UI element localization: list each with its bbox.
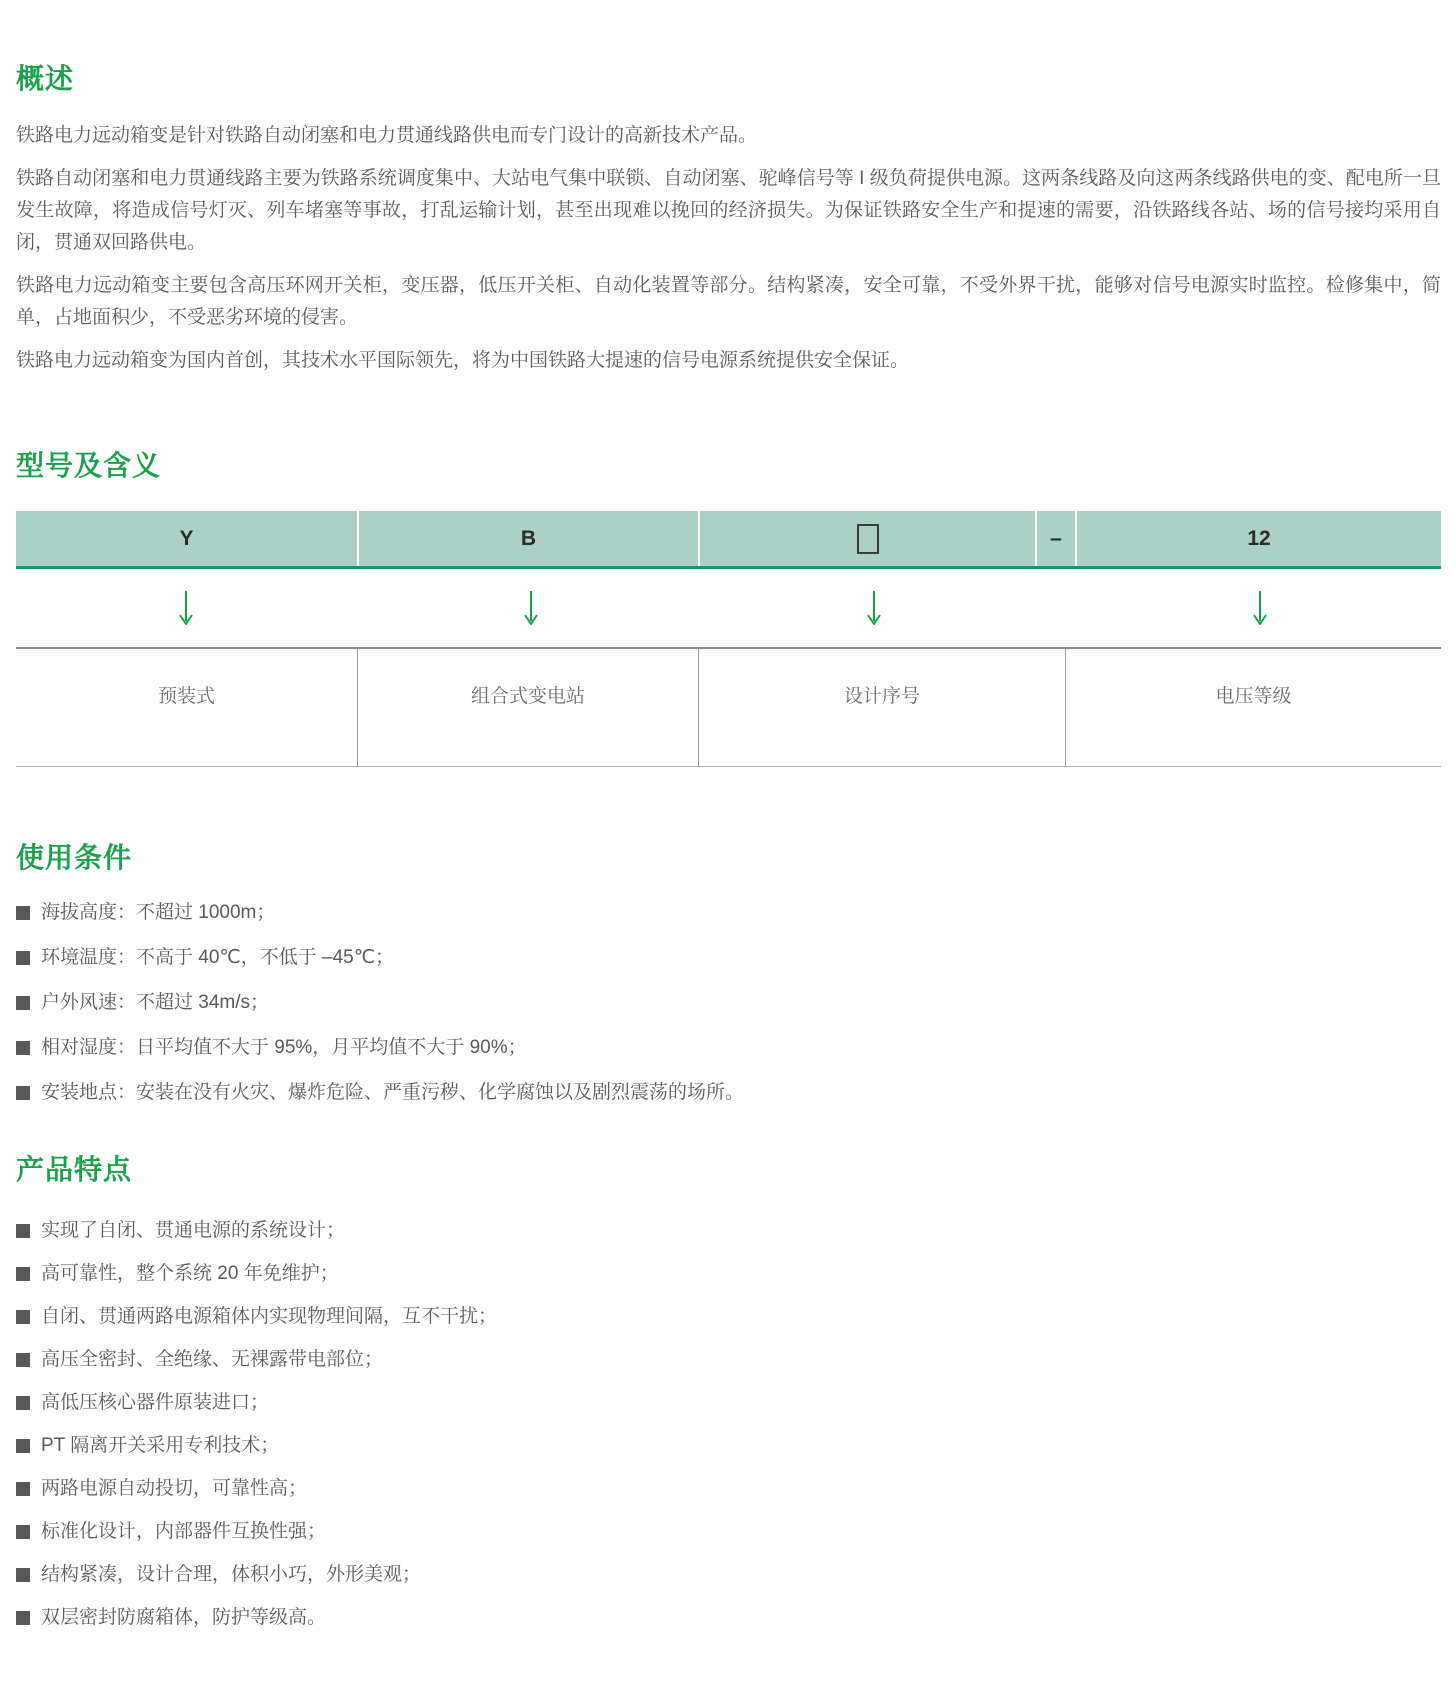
square-bullet-icon [16,1086,30,1100]
down-arrow-icon [523,591,539,625]
condition-item [16,991,1441,1015]
feature-text: 高可靠性，整个系统 20 年免维护； [41,1263,339,1284]
code-cell-dash: – [1035,511,1075,566]
code-cell-b: B [357,511,698,566]
meaning-cell: 电压等级 [1065,649,1441,766]
down-arrow-icon [178,591,194,625]
overview-paragraph: 铁路电力远动箱变主要包含高压环网开关柜，变压器，低压开关柜、自动化装置等部分。结构紧凑，安全可靠，不受外界干扰，能够对信号电源实时监控。检修集中，简单，占地面积少，不受恶劣环境的侵害。 [16,275,1441,328]
condition-item [16,946,1441,970]
square-bullet-icon [16,1396,30,1410]
feature-text: 自闭、贯通两路电源箱体内实现物理间隔，互不干扰； [41,1306,498,1327]
features-heading: 产品特点 [16,1154,133,1185]
square-bullet-icon [16,1611,30,1625]
meaning-cell: 设计序号 [698,649,1065,766]
feature-item [16,1348,1441,1372]
down-arrow-icon [1252,591,1268,625]
placeholder-box-icon [857,524,879,554]
feature-text: 高低压核心器件原装进口； [41,1392,270,1413]
code-cell-12: 12 [1075,511,1441,566]
square-bullet-icon [16,1310,30,1324]
overview-paragraph: 铁路电力远动箱变为国内首创，其技术水平国际领先，将为中国铁路大提速的信号电源系统提供安全保证。 [16,350,910,371]
square-bullet-icon [16,1525,30,1539]
feature-text: 两路电源自动投切，可靠性高； [41,1478,308,1499]
condition-item [16,1036,1441,1060]
feature-text: 双层密封防腐箱体，防护等级高。 [41,1607,327,1628]
model-meaning-row [16,647,1441,767]
conditions-list [16,901,1441,1105]
arrow-row [16,569,1441,647]
condition-item [16,901,1441,925]
features-list [16,1219,1441,1630]
feature-item [16,1606,1441,1630]
feature-text: 高压全密封、全绝缘、无裸露带电部位； [41,1349,384,1370]
feature-item [16,1262,1441,1286]
overview-heading: 概述 [16,63,75,94]
conditions-heading: 使用条件 [16,842,133,873]
square-bullet-icon [16,1439,30,1453]
feature-text: 实现了自闭、贯通电源的系统设计； [41,1220,346,1241]
feature-text: 标准化设计，内部器件互换性强； [41,1521,327,1542]
square-bullet-icon [16,951,30,965]
model-heading: 型号及含义 [16,450,162,481]
square-bullet-icon [16,996,30,1010]
feature-item [16,1434,1441,1458]
condition-text: 安装地点：安装在没有火灾、爆炸危险、严重污秽、化学腐蚀以及剧烈震荡的场所。 [41,1082,745,1103]
meaning-cell: 预装式 [157,686,215,707]
code-cell-placeholder [698,511,1035,566]
condition-item [16,1081,1441,1105]
square-bullet-icon [16,1041,30,1055]
square-bullet-icon [16,906,30,920]
feature-text: 结构紧凑，设计合理，体积小巧，外形美观； [41,1564,422,1585]
code-cell-y: Y [179,526,194,550]
model-designation-table [16,511,1441,767]
feature-item [16,1520,1441,1544]
feature-item [16,1219,1441,1243]
feature-item [16,1477,1441,1501]
feature-item [16,1305,1441,1329]
condition-text: 环境温度：不高于 40℃，不低于 –45℃； [41,947,395,968]
model-code-row [16,511,1441,569]
square-bullet-icon [16,1267,30,1281]
meaning-cell: 组合式变电站 [357,649,698,766]
condition-text: 相对湿度：日平均值不大于 95%，月平均值不大于 90%； [41,1037,527,1058]
feature-item [16,1391,1441,1415]
overview-paragraph: 铁路电力远动箱变是针对铁路自动闭塞和电力贯通线路供电而专门设计的高新技术产品。 [16,125,758,146]
square-bullet-icon [16,1482,30,1496]
square-bullet-icon [16,1224,30,1238]
condition-text: 户外风速：不超过 34m/s； [41,992,270,1013]
square-bullet-icon [16,1353,30,1367]
overview-paragraph: 铁路自动闭塞和电力贯通线路主要为铁路系统调度集中、大站电气集中联锁、自动闭塞、驼峰信号等 I 级负荷提供电源。这两条线路及向这两条线路供电的变、配电所一旦发生故障，将造成信号灯灭、列车堵塞等事故，打乱运输计划，甚至出现难以挽回的经济损失。为保证铁路安全生产和提速的需要，沿铁路线各站、场的信号接均采用自闭，贯通双回路供电。 [16,168,1441,253]
condition-text: 海拔高度：不超过 1000m； [41,902,276,923]
feature-text: PT 隔离开关采用专利技术； [41,1435,280,1456]
feature-item [16,1563,1441,1587]
square-bullet-icon [16,1568,30,1582]
down-arrow-icon [866,591,882,625]
